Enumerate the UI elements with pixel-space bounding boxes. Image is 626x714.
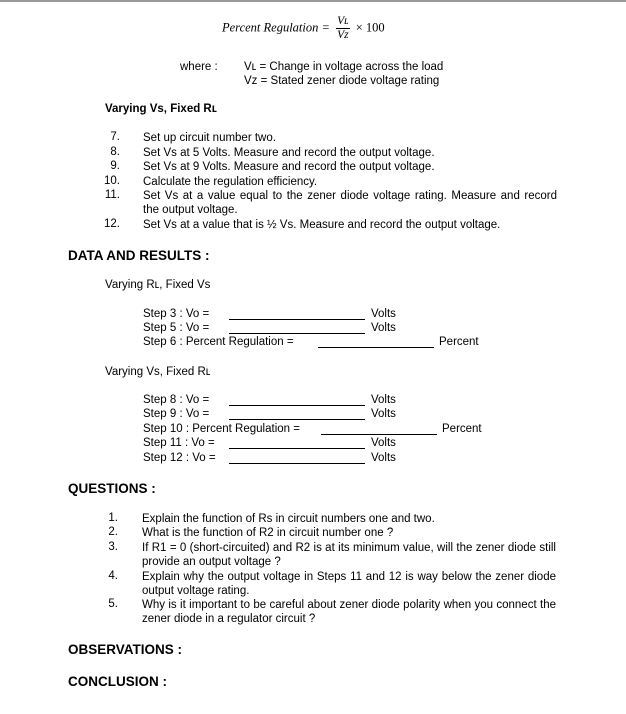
step8-blank[interactable]	[229, 394, 365, 406]
formula-rhs: × 100	[355, 20, 385, 35]
list-number: 12.	[104, 218, 120, 230]
row-label: Step 9 : Vo =	[143, 408, 210, 420]
row-label: Step 5 : Vo =	[143, 322, 210, 334]
row-unit: Volts	[371, 452, 396, 464]
step12-blank[interactable]	[229, 452, 365, 464]
list-item-text: Calculate the regulation efficiency.	[143, 176, 318, 188]
group2-row-step10	[143, 423, 300, 435]
group2-row-step11	[143, 437, 215, 449]
list-item-text: Set Vs at a value equal to the zener diode voltage rating. Measure and record the output voltage.	[143, 190, 557, 217]
group2-row-step9	[143, 408, 209, 420]
formula-numerator: Vʟ	[337, 15, 349, 27]
list-item-text: What is the function of R2 in circuit number one ?	[142, 527, 394, 539]
group1-row-step6	[143, 336, 294, 348]
row-label: Step 3 : Vo =	[143, 308, 210, 320]
conclusion-heading: CONCLUSION :	[68, 674, 167, 689]
step5-blank[interactable]	[229, 322, 365, 334]
row-unit: Volts	[371, 308, 396, 320]
step3-blank[interactable]	[229, 308, 365, 320]
row-unit: Percent	[442, 423, 482, 435]
row-label: Step 12 : Vo =	[143, 452, 216, 464]
group1-row-step5	[143, 322, 209, 334]
observations-heading: OBSERVATIONS :	[68, 642, 183, 657]
list-number: 2.	[108, 526, 118, 538]
where-label: where :	[180, 61, 218, 73]
section-heading-varying-vs: Varying Vs, Fixed Rʟ	[105, 103, 217, 115]
top-rule	[0, 0, 626, 2]
list-number: 5.	[108, 598, 118, 610]
group1-heading: Varying Rʟ, Fixed Vs	[105, 279, 211, 291]
row-unit: Volts	[371, 322, 396, 334]
step10-blank[interactable]	[321, 423, 437, 435]
list-item-text: Why is it important to be careful about zener diode polarity when you connect the zener diode in a regulator circuit ?	[142, 599, 556, 626]
list-number: 3.	[108, 541, 118, 553]
data-results-heading: DATA AND RESULTS :	[68, 248, 210, 263]
group2-row-step12	[143, 452, 216, 464]
row-unit: Percent	[439, 336, 479, 348]
formula-lhs: Percent Regulation =	[222, 20, 330, 35]
list-item-text: Set up circuit number two.	[143, 132, 276, 144]
list-number: 8.	[110, 146, 120, 158]
row-unit: Volts	[371, 437, 396, 449]
list-item-text: Set Vs at 5 Volts. Measure and record the output voltage.	[143, 147, 435, 159]
row-unit: Volts	[371, 408, 396, 420]
group2-row-step8	[143, 394, 209, 406]
row-label: Step 6 : Percent Regulation =	[143, 336, 294, 348]
step11-blank[interactable]	[229, 437, 365, 449]
formula-fraction	[336, 15, 350, 42]
list-item-text: Set Vs at 9 Volts. Measure and record the output voltage.	[143, 161, 435, 173]
step6-blank[interactable]	[318, 336, 434, 348]
step9-blank[interactable]	[229, 408, 365, 420]
row-label: Step 8 : Vo =	[143, 394, 210, 406]
list-number: 11.	[104, 189, 120, 201]
list-number: 1.	[108, 512, 118, 524]
row-label: Step 11 : Vo =	[143, 437, 215, 449]
list-item-text: Explain why the output voltage in Steps 11 and 12 is way below the zener diode output voltage rating.	[142, 571, 556, 598]
group2-heading: Varying Vs, Fixed Rʟ	[105, 366, 211, 378]
list-number: 10.	[104, 175, 120, 187]
list-item-text: Set Vs at a value that is ½ Vs. Measure and record the output voltage.	[143, 219, 501, 231]
where-line-1: Vʟ = Change in voltage across the load	[244, 61, 444, 73]
list-number: 9.	[110, 160, 120, 172]
list-number: 4.	[108, 570, 118, 582]
formula-denominator: Vz	[337, 29, 349, 41]
group1-row-step3	[143, 308, 209, 320]
list-item-text: Explain the function of Rs in circuit numbers one and two.	[142, 513, 435, 525]
row-unit: Volts	[371, 394, 396, 406]
list-item-text: If R1 = 0 (short-circuited) and R2 is at its minimum value, will the zener diode still provide an output voltage ?	[142, 542, 556, 569]
regulation-formula	[222, 15, 385, 42]
list-number: 7.	[110, 131, 120, 143]
row-label: Step 10 : Percent Regulation =	[143, 423, 300, 435]
questions-heading: QUESTIONS :	[68, 481, 156, 496]
where-line-2: Vz = Stated zener diode voltage rating	[244, 75, 440, 87]
